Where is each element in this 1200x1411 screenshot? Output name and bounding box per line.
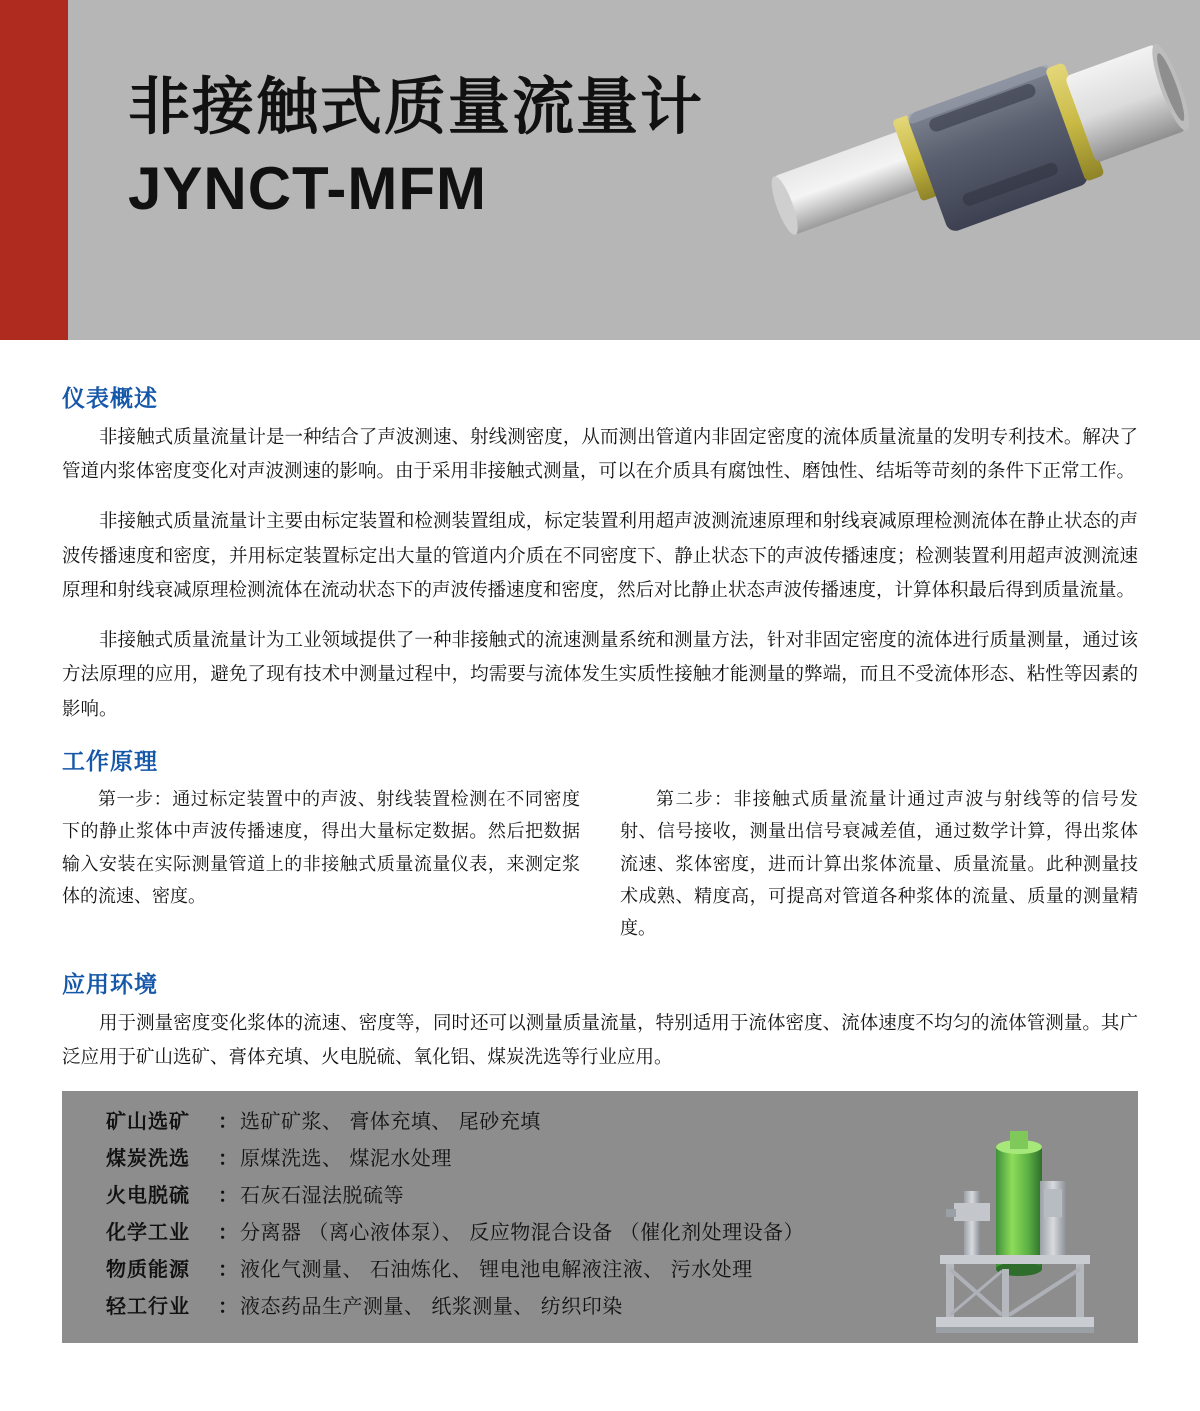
application-colon: ： [218, 1294, 238, 1319]
section-heading-overview: 仪表概述 [62, 386, 158, 412]
principle-step-1: 第一步：通过标定装置中的声波、射线装置检测在不同密度下的静止浆体中声波传播速度，得出大量标定数据。然后把数据输入安装在实际测量管道上的非接触式质量流量仪表，来测定浆体的流速、密度。 [62, 788, 580, 907]
overview-paragraph-3: 非接触式质量流量计为工业领域提供了一种非接触式的流速测量系统和测量方法，针对非固定密度的流体进行质量测量，通过该方法原理的应用，避免了现有技术中测量过程中，均需要与流体发生实质性接触才能测量的弊端，而且不受流体形态、粘性等因素的影响。 [62, 630, 1138, 720]
application-category-label: 物质能源 [106, 1257, 190, 1282]
application-category-items: 液态药品生产测量、 纸浆测量、 纺织印染 [240, 1294, 623, 1319]
application-paragraph: 用于测量密度变化浆体的流速、密度等，同时还可以测量质量流量，特别适用于流体密度、流体速度不均匀的流体管测量。其广泛应用于矿山选矿、膏体充填、火电脱硫、氧化铝、煤炭洗选等行业应用。 [62, 1012, 1138, 1068]
application-colon: ： [218, 1220, 238, 1245]
application-category-label: 轻工行业 [106, 1294, 190, 1319]
slurry-equipment-icon [910, 1119, 1120, 1339]
page-header [0, 0, 1200, 340]
principle-step-2: 第二步：非接触式质量流量计通过声波与射线等的信号发射、信号接收，测量出信号衰减差值，通过数学计算，得出浆体流速、浆体密度，进而计算出浆体流量、质量流量。此种测量技术成熟、精度高，可提高对管道各种浆体的流量、质量的测量精度。 [620, 788, 1138, 940]
application-category-label: 煤炭洗选 [106, 1146, 190, 1171]
application-category-items: 石灰石湿法脱硫等 [240, 1183, 404, 1208]
application-category-items: 分离器 （离心液体泵）、 反应物混合设备 （催化剂处理设备） [240, 1220, 805, 1245]
application-category-items: 原煤洗选、 煤泥水处理 [240, 1146, 452, 1171]
principle-columns [62, 784, 1138, 952]
application-category-label: 矿山选矿 [106, 1109, 190, 1134]
header-title-block [128, 72, 704, 225]
application-list-panel [62, 1091, 1138, 1343]
header-accent-bar [0, 0, 68, 340]
page-content [0, 340, 1200, 1343]
page-title-en: JYNCT-MFM [128, 155, 487, 223]
flowmeter-device-icon [770, 18, 1190, 268]
application-colon: ： [218, 1109, 238, 1134]
section-heading-principle: 工作原理 [62, 748, 158, 775]
overview-paragraph-1: 非接触式质量流量计是一种结合了声波测速、射线测密度，从而测出管道内非固定密度的流体质量流量的发明专利技术。解决了管道内浆体密度变化对声波测速的影响。由于采用非接触式测量，可以在介质具有腐蚀性、磨蚀性、结垢等苛刻的条件下正常工作。 [62, 427, 1138, 483]
application-colon: ： [218, 1146, 238, 1171]
overview-paragraph-2: 非接触式质量流量计主要由标定装置和检测装置组成，标定装置利用超声波测流速原理和射线衰减原理检测流体在静止状态的声波传播速度和密度，并用标定装置标定出大量的管道内介质在不同密度下、静止状态下的声波传播速度；检测装置利用超声波测流速原理和射线衰减原理检测流体在流动状态下的声波传播速度和密度，然后对比静止状态声波传播速度，计算体积最后得到质量流量。 [62, 511, 1138, 601]
section-heading-application: 应用环境 [62, 971, 158, 998]
application-category-items: 选矿矿浆、 膏体充填、 尾砂充填 [240, 1109, 541, 1134]
application-colon: ： [218, 1257, 238, 1282]
page-title-cn: 非接触式质量流量计 [128, 70, 705, 143]
application-category-items: 液化气测量、 石油炼化、 锂电池电解液注液、 污水处理 [240, 1257, 753, 1282]
application-colon: ： [218, 1183, 238, 1208]
application-category-label: 化学工业 [106, 1220, 190, 1245]
application-category-label: 火电脱硫 [106, 1183, 190, 1208]
